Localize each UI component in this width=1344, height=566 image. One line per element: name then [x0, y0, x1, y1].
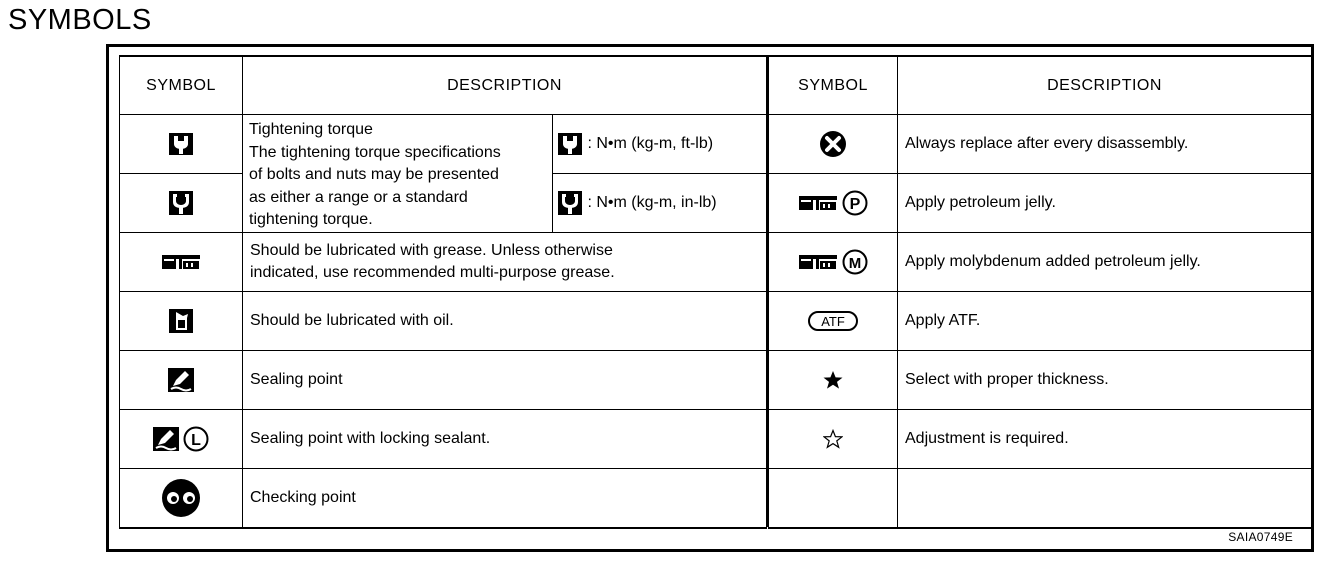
torque-line: Tightening torque — [249, 121, 373, 138]
empty-description-cell — [898, 469, 1312, 529]
left-symbol-header: SYMBOL — [120, 56, 243, 115]
atf-description: Apply ATF. — [898, 292, 1312, 351]
wrench-torque-filled-icon — [557, 190, 583, 216]
torque-unit-in-lb — [553, 174, 767, 233]
torque-unit-text: : N•m (kg-m, ft-lb) — [587, 135, 714, 152]
atf-label: ATF — [821, 314, 845, 329]
atf-badge-icon — [807, 310, 859, 332]
page-title: SYMBOLS — [8, 4, 152, 36]
empty-symbol-cell — [769, 469, 898, 529]
torque-description — [243, 115, 553, 233]
star-outline-icon — [823, 429, 843, 449]
molybdenum-letter: M — [848, 255, 862, 272]
right-symbol-table — [768, 55, 1312, 529]
atf-symbol-cell — [769, 292, 898, 351]
wrench-torque-icon — [557, 132, 583, 156]
grease-line: indicated, use recommended multi-purpose grease. — [250, 264, 615, 281]
checking-description: Checking point — [243, 469, 767, 529]
grease-gun-icon — [161, 253, 201, 271]
left-description-header: DESCRIPTION — [243, 56, 767, 115]
right-symbol-header: SYMBOL — [769, 56, 898, 115]
wrench-torque-filled-icon — [168, 190, 194, 216]
letter-p-circle-icon — [842, 190, 868, 216]
symbols-frame — [106, 44, 1314, 552]
right-description-header: DESCRIPTION — [898, 56, 1312, 115]
eyes-icon — [159, 478, 203, 518]
locking-description: Sealing point with locking sealant. — [243, 410, 767, 469]
x-circle-icon — [819, 130, 847, 158]
thickness-description: Select with proper thickness. — [898, 351, 1312, 410]
checking-symbol-cell — [120, 469, 243, 529]
torque-symbol-cell — [120, 115, 243, 174]
star-filled-icon — [823, 370, 843, 390]
sealant-icon — [167, 367, 195, 393]
molybdenum-symbol-cell — [769, 233, 898, 292]
replace-description: Always replace after every disassembly. — [898, 115, 1312, 174]
torque-unit-text: : N•m (kg-m, in-lb) — [587, 194, 717, 211]
grease-symbol-cell — [120, 233, 243, 292]
grease-gun-icon — [798, 194, 838, 212]
figure-code: SAIA0749E — [1228, 530, 1293, 544]
torque-line: of bolts and nuts may be presented — [249, 166, 499, 183]
locking-symbol-cell — [120, 410, 243, 469]
wrench-torque-icon — [168, 132, 194, 156]
replace-symbol-cell — [769, 115, 898, 174]
molybdenum-description: Apply molybdenum added petroleum jelly. — [898, 233, 1312, 292]
grease-description — [243, 233, 767, 292]
torque-line: as either a range or a standard — [249, 188, 468, 206]
sealing-description: Sealing point — [243, 351, 767, 410]
torque-line: tightening torque. — [249, 211, 373, 228]
petroleum-symbol-cell — [769, 174, 898, 233]
sealing-symbol-cell — [120, 351, 243, 410]
torque-filled-symbol-cell — [120, 174, 243, 233]
petroleum-letter: P — [849, 196, 861, 213]
torque-line: The tightening torque specifications — [249, 143, 501, 161]
letter-m-circle-icon — [842, 249, 868, 275]
oil-description: Should be lubricated with oil. — [243, 292, 767, 351]
sealant-locking-icon — [152, 425, 210, 453]
locking-letter: L — [191, 432, 201, 449]
oil-can-icon — [168, 308, 194, 334]
torque-unit-ft-lb — [553, 115, 767, 174]
oil-symbol-cell — [120, 292, 243, 351]
adjustment-description: Adjustment is required. — [898, 410, 1312, 469]
grease-line: Should be lubricated with grease. Unless otherwise — [250, 242, 613, 259]
petroleum-description: Apply petroleum jelly. — [898, 174, 1312, 233]
adjustment-symbol-cell — [769, 410, 898, 469]
left-symbol-table — [119, 55, 767, 529]
thickness-symbol-cell — [769, 351, 898, 410]
grease-gun-icon — [798, 253, 838, 271]
